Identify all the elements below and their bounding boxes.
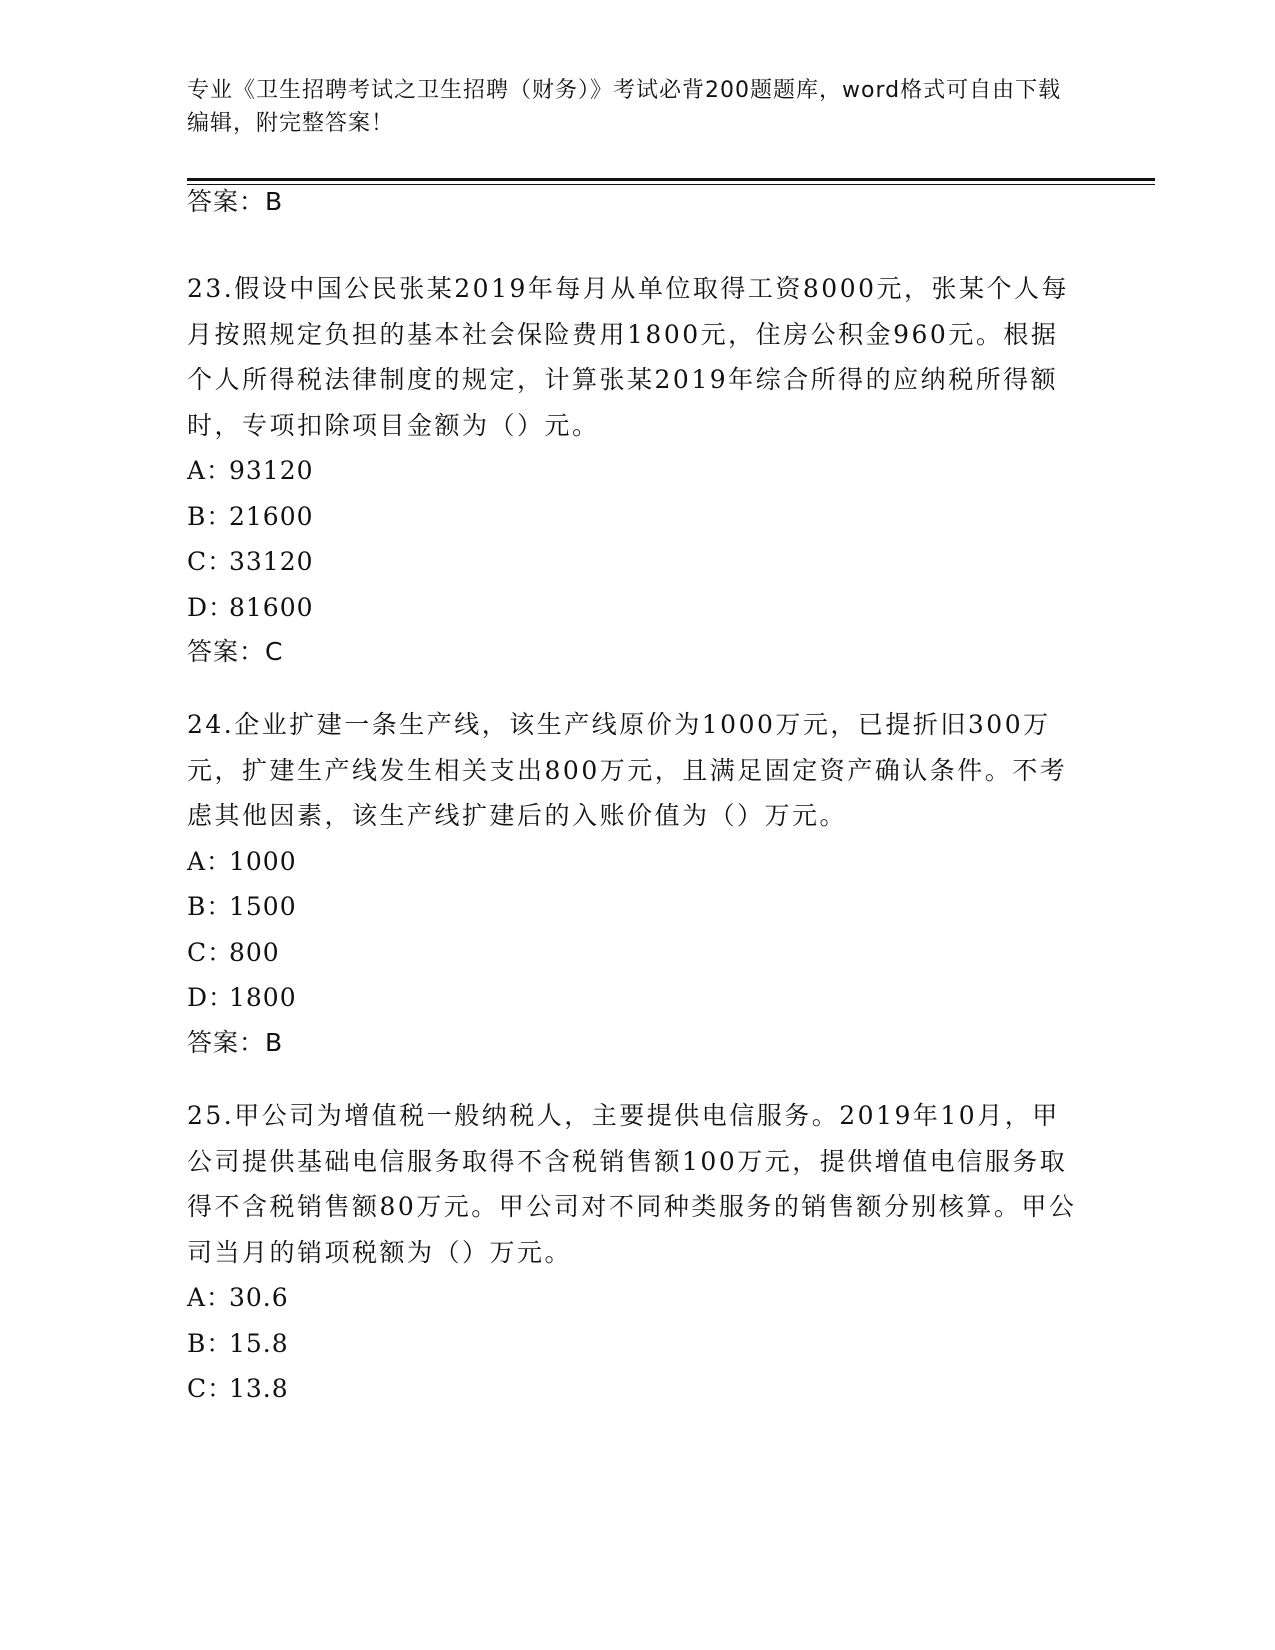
- option-value: 1800: [229, 983, 297, 1012]
- option-value: 15.8: [229, 1328, 289, 1358]
- option-value: 1000: [229, 846, 297, 876]
- question-text: 24.企业扩建一条生产线，该生产线原价为1000万元，已提折旧300万元，扩建生产线发生相关支出800万元，且满足固定资产确认条件。不考虑其他因素，该生产线扩建后的入账价值为（）万元。: [187, 710, 1068, 830]
- option-label: B：: [187, 892, 233, 921]
- option-label: A：: [187, 456, 233, 485]
- option-b: [187, 884, 1077, 930]
- previous-answer: 答案：B: [187, 187, 284, 216]
- option-value: 1500: [229, 892, 297, 921]
- option-value: 800: [229, 937, 280, 967]
- option-c: [187, 539, 1077, 585]
- option-label: C：: [187, 547, 234, 576]
- option-c: [187, 930, 1077, 976]
- question-text: 23.假设中国公民张某2019年每月从单位取得工资8000元，张某个人每月按照规定负担的基本社会保险费用1800元，住房公积金960元。根据个人所得税法律制度的规定，计算张某2019年综合所得的应纳税所得额时，专项扣除项目金额为（）元。: [187, 274, 1070, 440]
- option-a: [187, 448, 1077, 494]
- option-d: [187, 585, 1077, 631]
- question-25: [187, 1093, 1077, 1412]
- option-label: C：: [187, 937, 234, 967]
- option-label: D：: [187, 983, 235, 1012]
- answer-24: 答案：B: [187, 1027, 284, 1057]
- option-d: [187, 975, 1077, 1021]
- option-b: [187, 1321, 1077, 1367]
- question-23: [187, 266, 1077, 674]
- option-value: 21600: [229, 501, 314, 531]
- option-value: 93120: [229, 456, 314, 485]
- question-text: 25.甲公司为增值税一般纳税人，主要提供电信服务。2019年10月，甲公司提供基础电信服务取得不含税销售额100万元，提供增值电信服务取得不含税销售额80万元。甲公司对不同种类服务的销售额分别核算。甲公司当月的销项税额为（）万元。: [187, 1101, 1077, 1267]
- option-label: A：: [187, 846, 233, 876]
- option-label: B：: [187, 1328, 233, 1358]
- question-24: [187, 702, 1077, 1065]
- option-label: A：: [187, 1283, 233, 1312]
- option-value: 81600: [229, 592, 314, 622]
- option-value: 13.8: [229, 1374, 289, 1403]
- document-header: 专业《卫生招聘考试之卫生招聘（财务）》考试必背200题题库，word格式可自由下载编辑，附完整答案！: [187, 78, 1062, 136]
- option-value: 33120: [229, 547, 314, 576]
- option-value: 30.6: [229, 1283, 289, 1312]
- answer-23: 答案：C: [187, 637, 284, 666]
- option-label: C：: [187, 1374, 234, 1403]
- option-label: D：: [187, 592, 235, 622]
- previous-answer-block: [187, 180, 1077, 224]
- option-a: [187, 1275, 1077, 1321]
- option-b: [187, 494, 1077, 540]
- option-c: [187, 1366, 1077, 1412]
- option-a: [187, 839, 1077, 885]
- option-label: B：: [187, 501, 233, 531]
